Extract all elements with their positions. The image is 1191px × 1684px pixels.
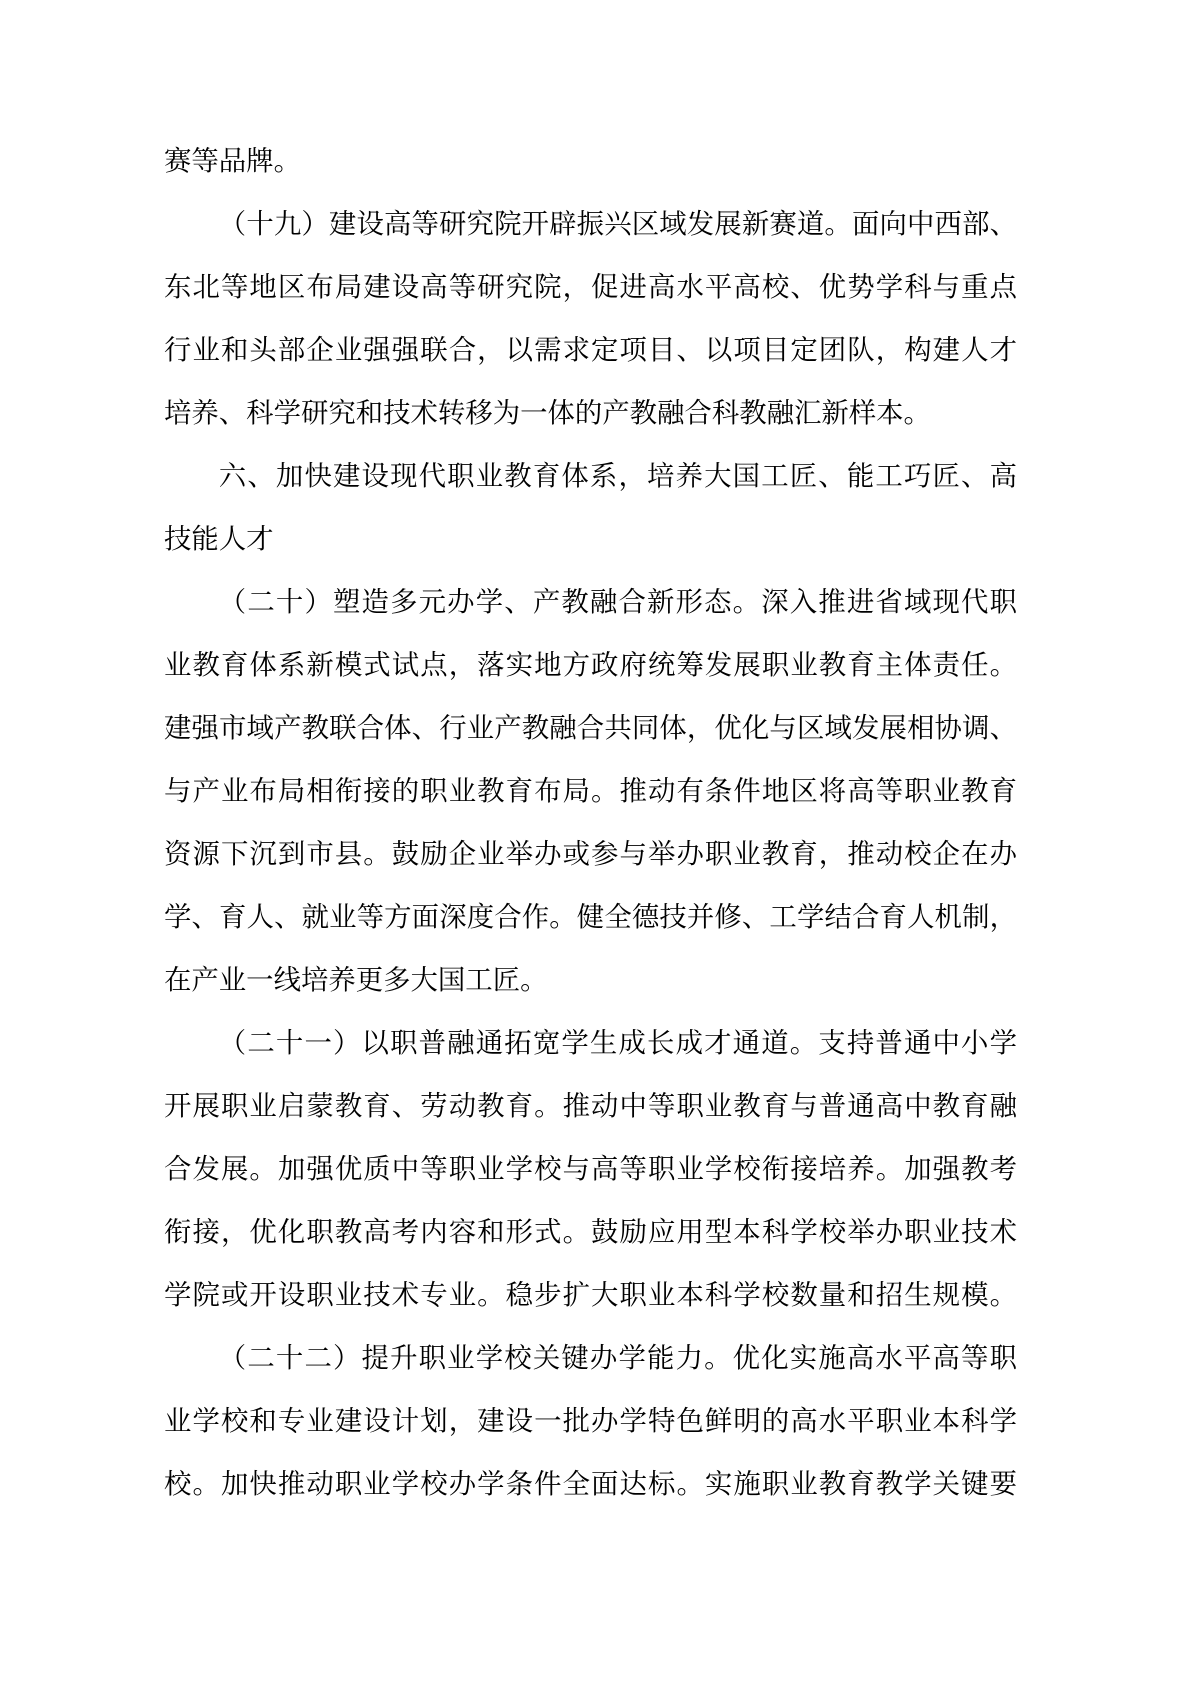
document-line: 行业和头部企业强强联合，以需求定项目、以项目定团队，构建人才 (164, 335, 1017, 365)
document-line: 技能人才 (164, 524, 274, 554)
document-line: 学、育人、就业等方面深度合作。健全德技并修、工学结合育人机制， (164, 902, 1017, 932)
document-line: 赛等品牌。 (164, 146, 301, 176)
document-line: 学院或开设职业技术专业。稳步扩大职业本科学校数量和招生规模。 (164, 1280, 1017, 1310)
paragraph (164, 571, 1017, 1012)
paragraph (164, 1327, 1017, 1516)
document-line: 业教育体系新模式试点，落实地方政府统筹发展职业教育主体责任。 (164, 650, 1017, 680)
document-line: 开展职业启蒙教育、劳动教育。推动中等职业教育与普通高中教育融 (164, 1091, 1017, 1121)
document-line: 建强市域产教联合体、行业产教融合共同体，优化与区域发展相协调、 (164, 713, 1017, 743)
document-line: 六、加快建设现代职业教育体系，培养大国工匠、能工巧匠、高 (218, 461, 1017, 491)
document-line: 在产业一线培养更多大国工匠。 (164, 965, 548, 995)
paragraph-continuation (164, 130, 1017, 193)
document-line: 合发展。加强优质中等职业学校与高等职业学校衔接培养。加强教考 (164, 1154, 1017, 1184)
document-line: 与产业布局相衔接的职业教育布局。推动有条件地区将高等职业教育 (164, 776, 1017, 806)
paragraph (164, 1012, 1017, 1327)
document-line: 资源下沉到市县。鼓励企业举办或参与举办职业教育，推动校企在办 (164, 839, 1017, 869)
document-line: 东北等地区布局建设高等研究院，促进高水平高校、优势学科与重点 (164, 272, 1017, 302)
paragraph (164, 193, 1017, 445)
document-line: 培养、科学研究和技术转移为一体的产教融合科教融汇新样本。 (164, 398, 931, 428)
document-line: 校。加快推动职业学校办学条件全面达标。实施职业教育教学关键要 (164, 1469, 1017, 1499)
document-line: （二十二）提升职业学校关键办学能力。优化实施高水平高等职 (218, 1343, 1017, 1373)
document-line: 衔接，优化职教高考内容和形式。鼓励应用型本科学校举办职业技术 (164, 1217, 1017, 1247)
section-heading (164, 445, 1017, 571)
document-body (164, 130, 1017, 1516)
document-line: 业学校和专业建设计划，建设一批办学特色鲜明的高水平职业本科学 (164, 1406, 1017, 1436)
document-line: （十九）建设高等研究院开辟振兴区域发展新赛道。面向中西部、 (218, 209, 1017, 239)
document-line: （二十）塑造多元办学、产教融合新形态。深入推进省域现代职 (218, 587, 1017, 617)
document-line: （二十一）以职普融通拓宽学生成长成才通道。支持普通中小学 (218, 1028, 1017, 1058)
